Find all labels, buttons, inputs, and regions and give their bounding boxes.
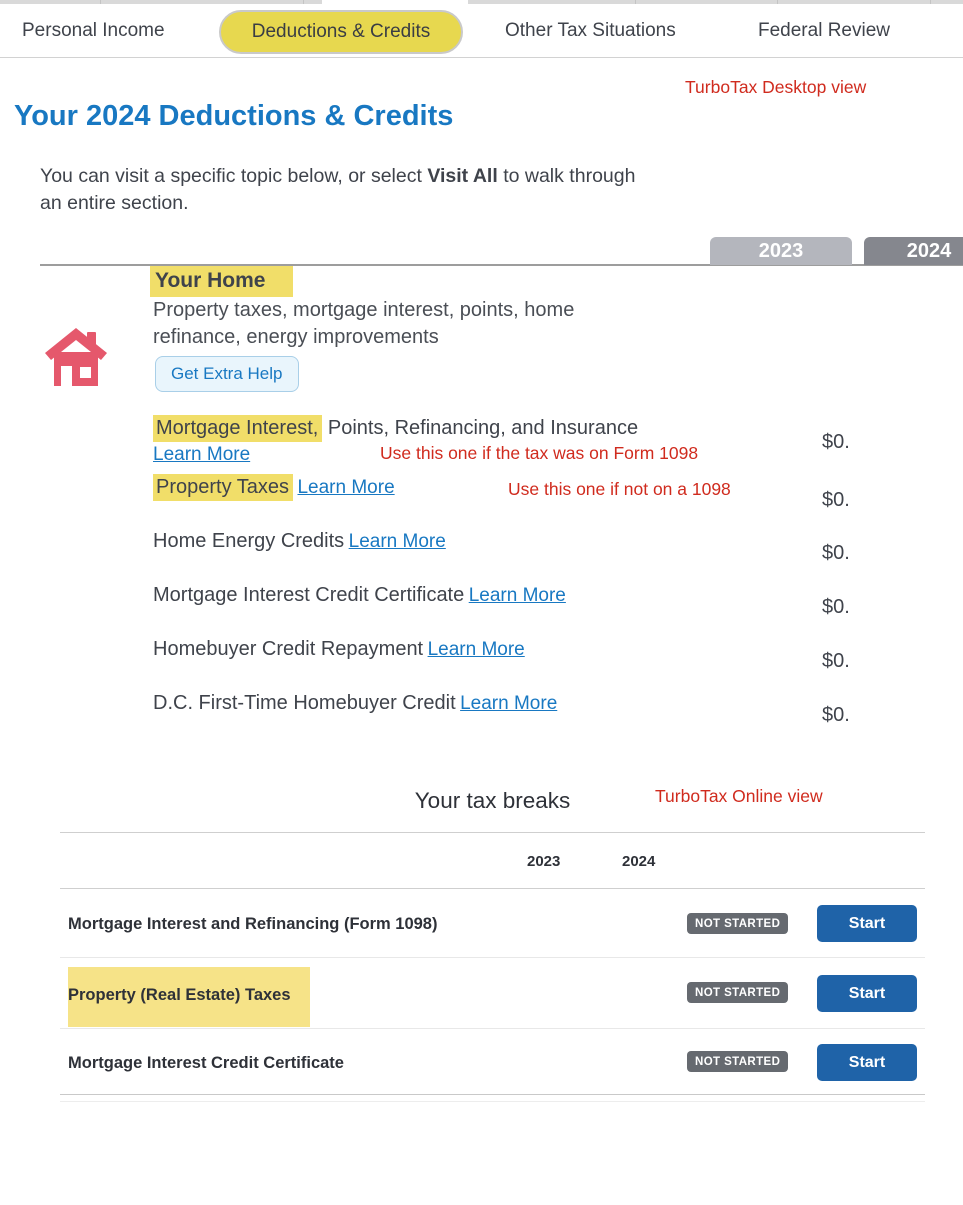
item-mortgage-interest-learn-more-row (153, 444, 250, 466)
learn-more-link[interactable]: Learn More (427, 639, 525, 660)
table-header-rule (60, 888, 925, 889)
tab-deductions-credits-label: Deductions & Credits (251, 21, 431, 42)
intro-visit-all: Visit All (427, 165, 498, 187)
table-bottom-rule (60, 1094, 925, 1095)
learn-more-link[interactable]: Learn More (297, 477, 395, 498)
status-badge: NOT STARTED (687, 913, 788, 934)
tab-other-tax-situations[interactable]: Other Tax Situations (505, 20, 676, 41)
item-label: Homebuyer Credit Repayment (153, 638, 424, 660)
intro-after: to walk through an entire section. (40, 165, 636, 214)
item-label: Mortgage Interest Credit Certificate (153, 584, 465, 606)
home-section-title: Your Home (150, 266, 293, 297)
start-button[interactable]: Start (817, 975, 917, 1012)
learn-more-link[interactable]: Learn More (468, 585, 566, 606)
column-header-2023: 2023 (527, 853, 561, 870)
start-button[interactable]: Start (817, 905, 917, 942)
item-dc-first-time-homebuyer-credit (153, 692, 557, 715)
year-tab-2024[interactable] (864, 237, 963, 265)
tax-break-row-label: Mortgage Interest and Refinancing (Form 1098) (68, 915, 438, 933)
item-home-energy-credits (153, 530, 446, 553)
home-section-description: Property taxes, mortgage interest, points, home refinance, energy improvements (153, 299, 575, 348)
column-header-2024: 2024 (622, 853, 656, 870)
year-tab-2024-label: 2024 (906, 239, 952, 262)
row-divider (60, 957, 925, 958)
get-extra-help-label: Get Extra Help (171, 364, 283, 383)
status-badge: NOT STARTED (687, 1051, 788, 1072)
item-value: $0. (822, 596, 850, 618)
annotation-form-1098: Use this one if the tax was on Form 1098 (380, 443, 699, 463)
annotation-online-view: TurboTax Online view (655, 786, 823, 806)
item-label-highlight: Property Taxes (153, 474, 293, 501)
item-value: $0. (822, 704, 850, 726)
item-value: $0. (822, 489, 850, 511)
tab-deductions-credits[interactable] (219, 10, 463, 54)
intro-before: You can visit a specific topic below, or select (40, 165, 428, 187)
item-homebuyer-credit-repayment (153, 638, 525, 661)
item-mortgage-interest (153, 417, 638, 440)
learn-more-link[interactable]: Learn More (153, 444, 251, 465)
item-property-taxes (153, 476, 395, 499)
table-header-rule (60, 832, 925, 833)
tax-break-row-label: Property (Real Estate) Taxes (68, 986, 291, 1004)
item-label-highlight: Mortgage Interest, (153, 415, 322, 442)
tab-federal-review[interactable]: Federal Review (758, 20, 890, 41)
learn-more-link[interactable]: Learn More (460, 693, 558, 714)
intro-text (40, 163, 640, 217)
item-value: $0. (822, 650, 850, 672)
tab-personal-income[interactable]: Personal Income (22, 20, 165, 41)
home-icon (44, 326, 108, 390)
year-tab-2023[interactable] (710, 237, 852, 265)
item-label: Home Energy Credits (153, 530, 345, 552)
annotation-desktop-view: TurboTax Desktop view (685, 77, 867, 97)
status-badge: NOT STARTED (687, 982, 788, 1003)
year-tab-2023-label: 2023 (758, 239, 804, 262)
item-label: D.C. First-Time Homebuyer Credit (153, 692, 456, 714)
item-label-rest: Points, Refinancing, and Insurance (322, 417, 639, 439)
item-value: $0. (822, 431, 850, 453)
annotation-not-on-1098: Use this one if not on a 1098 (508, 479, 731, 499)
page-title: Your 2024 Deductions & Credits (14, 100, 454, 132)
get-extra-help-button[interactable] (155, 356, 299, 392)
item-value: $0. (822, 542, 850, 564)
learn-more-link[interactable]: Learn More (348, 531, 446, 552)
table-bottom-rule-light (60, 1101, 925, 1102)
start-button[interactable]: Start (817, 1044, 917, 1081)
top-navigation-bar (0, 4, 963, 58)
tax-breaks-title: Your tax breaks (414, 788, 571, 813)
row-divider (60, 1028, 925, 1029)
item-mortgage-interest-credit-certificate (153, 584, 566, 607)
tax-break-row-label: Mortgage Interest Credit Certificate (68, 1054, 344, 1072)
